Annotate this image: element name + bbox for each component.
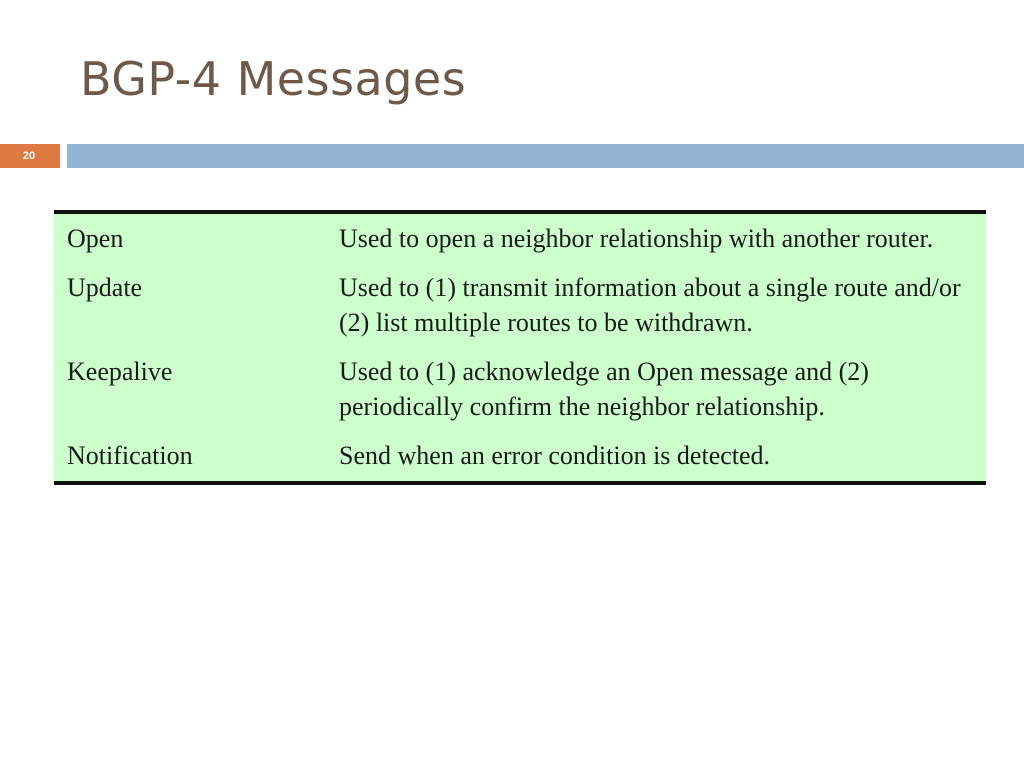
slide-title: BGP-4 Messages	[80, 52, 467, 106]
message-description: Used to (1) acknowledge an Open message and (2) periodically confirm the neighbor relationship.	[339, 357, 869, 421]
message-description: Send when an error condition is detected.	[339, 441, 771, 470]
slide-number-badge: 20	[0, 144, 60, 168]
message-name: Keepalive	[67, 357, 173, 386]
message-name: Update	[67, 273, 143, 302]
message-description: Used to (1) transmit information about a single route and/or (2) list multiple routes to be withdrawn.	[339, 273, 961, 337]
table-row	[54, 221, 986, 256]
message-name: Notification	[67, 441, 193, 470]
title-divider-bar	[67, 144, 1024, 168]
table-row	[54, 438, 986, 473]
message-name: Open	[67, 224, 124, 253]
table-row	[54, 270, 986, 340]
table-row	[54, 354, 986, 424]
message-description: Used to open a neighbor relationship with another router.	[339, 224, 934, 253]
bgp-message-table	[54, 210, 986, 485]
